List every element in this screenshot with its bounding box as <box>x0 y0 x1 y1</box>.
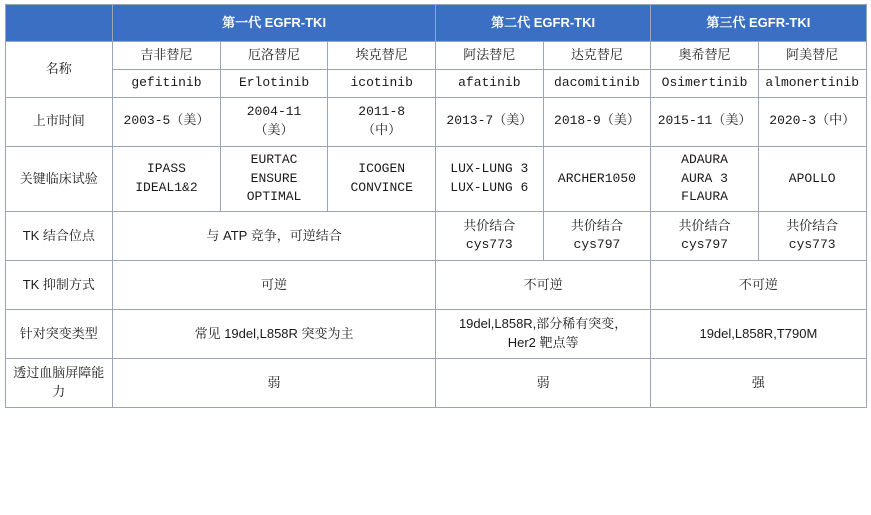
cell-line: LUX-LUNG 3 <box>450 161 529 177</box>
cell-name-cn-3: 埃克替尼 <box>328 42 436 70</box>
cell-inhibition-gen3 <box>651 261 866 310</box>
cell-name-en-3: icotinib <box>328 69 436 97</box>
cell-line: 弱 <box>267 374 281 390</box>
cell-line: 可逆 <box>261 276 288 292</box>
cell-binding-6 <box>651 212 759 261</box>
cell-launch-4 <box>436 97 544 146</box>
header-group-gen1: 第一代 EGFR-TKI <box>113 5 436 42</box>
table-row-drug-names-cn <box>5 42 866 70</box>
cell-name-en-6: Osimertinib <box>651 69 759 97</box>
header-corner-cell <box>5 5 113 42</box>
cell-line: cys797 <box>681 237 728 253</box>
cell-line: 与 ATP 竞争，可逆结合 <box>206 227 342 243</box>
cell-line: 2011-8 <box>358 103 406 119</box>
cell-trials-2 <box>220 146 328 212</box>
cell-line: AURA 3 <box>681 170 728 186</box>
cell-trials-6 <box>651 146 759 212</box>
cell-line: 常见 19del,L858R 突变为主 <box>194 325 354 341</box>
egfr-tki-comparison-table <box>5 4 867 408</box>
cell-line: ENSURE <box>250 170 298 186</box>
cell-binding-4 <box>436 212 544 261</box>
cell-name-en-5: dacomitinib <box>543 69 651 97</box>
row-label-key-trials: 关键临床试验 <box>5 146 113 212</box>
cell-launch-6 <box>651 97 759 146</box>
cell-mutations-gen3 <box>651 310 866 359</box>
cell-line: Her2 靶点等 <box>507 335 579 351</box>
cell-line: FLAURA <box>681 189 728 205</box>
cell-line: ADAURA <box>681 151 728 167</box>
cell-line: 弱 <box>536 374 550 390</box>
row-label-launch-date: 上市时间 <box>5 97 113 146</box>
table-row-tk-inhibition-mode <box>5 261 866 310</box>
table-body <box>5 42 866 408</box>
cell-line: CONVINCE <box>350 179 413 195</box>
cell-binding-7 <box>758 212 866 261</box>
cell-name-cn-6: 奥希替尼 <box>651 42 759 70</box>
cell-trials-7 <box>758 146 866 212</box>
cell-launch-1 <box>113 97 221 146</box>
cell-line: 19del,L858R,部分稀有突变， <box>458 316 628 332</box>
table-row-key-trials <box>5 146 866 212</box>
cell-bbb-gen1 <box>113 359 436 408</box>
cell-line: 2013-7（美） <box>446 113 533 129</box>
table-row-target-mutations <box>5 310 866 359</box>
cell-name-en-1: gefitinib <box>113 69 221 97</box>
header-group-gen2: 第二代 EGFR-TKI <box>436 5 651 42</box>
cell-line: EURTAC <box>250 151 298 167</box>
cell-line: cys773 <box>788 237 836 253</box>
cell-line: IDEAL1&2 <box>135 179 198 195</box>
cell-launch-7 <box>758 97 866 146</box>
cell-line: IPASS <box>146 161 186 177</box>
table-row-tk-binding-site <box>5 212 866 261</box>
cell-line: 2015-11（美） <box>657 113 752 129</box>
cell-trials-1 <box>113 146 221 212</box>
cell-trials-4 <box>436 146 544 212</box>
cell-mutations-gen2 <box>436 310 651 359</box>
row-label-bbb-penetration: 透过血脑屏障能力 <box>5 359 113 408</box>
cell-inhibition-gen2 <box>436 261 651 310</box>
cell-line: 2004-11 <box>246 103 302 119</box>
cell-mutations-gen1 <box>113 310 436 359</box>
cell-name-cn-7: 阿美替尼 <box>758 42 866 70</box>
cell-line: ICOGEN <box>358 161 406 177</box>
cell-trials-3 <box>328 146 436 212</box>
cell-line: 2020-3（中） <box>769 113 856 129</box>
row-label-name: 名称 <box>5 42 113 98</box>
row-label-tk-inhibition-mode: TK 抑制方式 <box>5 261 113 310</box>
header-group-gen3: 第三代 EGFR-TKI <box>651 5 866 42</box>
row-label-tk-binding-site: TK 结合位点 <box>5 212 113 261</box>
cell-line: LUX-LUNG 6 <box>450 179 529 195</box>
cell-line: ARCHER1050 <box>557 170 636 186</box>
table-row-launch-date <box>5 97 866 146</box>
cell-line: 共价结合 <box>463 218 516 234</box>
table-header <box>5 5 866 42</box>
cell-launch-2 <box>220 97 328 146</box>
cell-line: OPTIMAL <box>246 189 302 205</box>
table-row-drug-names-en <box>5 69 866 97</box>
cell-name-cn-2: 厄洛替尼 <box>220 42 328 70</box>
cell-line: 19del,L858R,T790M <box>699 325 818 341</box>
cell-line: 2018-9（美） <box>554 113 640 129</box>
table-row-bbb-penetration <box>5 359 866 408</box>
cell-name-en-2: Erlotinib <box>220 69 328 97</box>
cell-trials-5 <box>543 146 651 212</box>
cell-binding-gen1 <box>113 212 436 261</box>
bottom-spacer <box>4 408 867 414</box>
cell-name-en-4: afatinib <box>436 69 544 97</box>
cell-line: 2003-5（美） <box>123 113 210 129</box>
cell-launch-3 <box>328 97 436 146</box>
cell-line: APOLLO <box>788 170 836 186</box>
cell-line: 不可逆 <box>738 276 778 292</box>
cell-name-cn-5: 达克替尼 <box>543 42 651 70</box>
cell-name-cn-4: 阿法替尼 <box>436 42 544 70</box>
cell-launch-5 <box>543 97 651 146</box>
row-label-target-mutations: 针对突变类型 <box>5 310 113 359</box>
header-row <box>5 5 866 42</box>
cell-binding-5 <box>543 212 651 261</box>
cell-line: （美） <box>254 122 294 138</box>
cell-line: （中） <box>362 122 402 138</box>
cell-inhibition-gen1 <box>113 261 436 310</box>
cell-line: cys797 <box>573 237 621 253</box>
cell-name-cn-1: 吉非替尼 <box>113 42 221 70</box>
cell-line: 共价结合 <box>678 218 731 234</box>
cell-bbb-gen3 <box>651 359 866 408</box>
cell-line: 强 <box>751 374 765 390</box>
cell-line: 不可逆 <box>523 276 563 292</box>
cell-name-en-7: almonertinib <box>758 69 866 97</box>
cell-line: 共价结合 <box>570 218 623 234</box>
cell-bbb-gen2 <box>436 359 651 408</box>
cell-line: cys773 <box>465 237 513 253</box>
cell-line: 共价结合 <box>786 218 839 234</box>
